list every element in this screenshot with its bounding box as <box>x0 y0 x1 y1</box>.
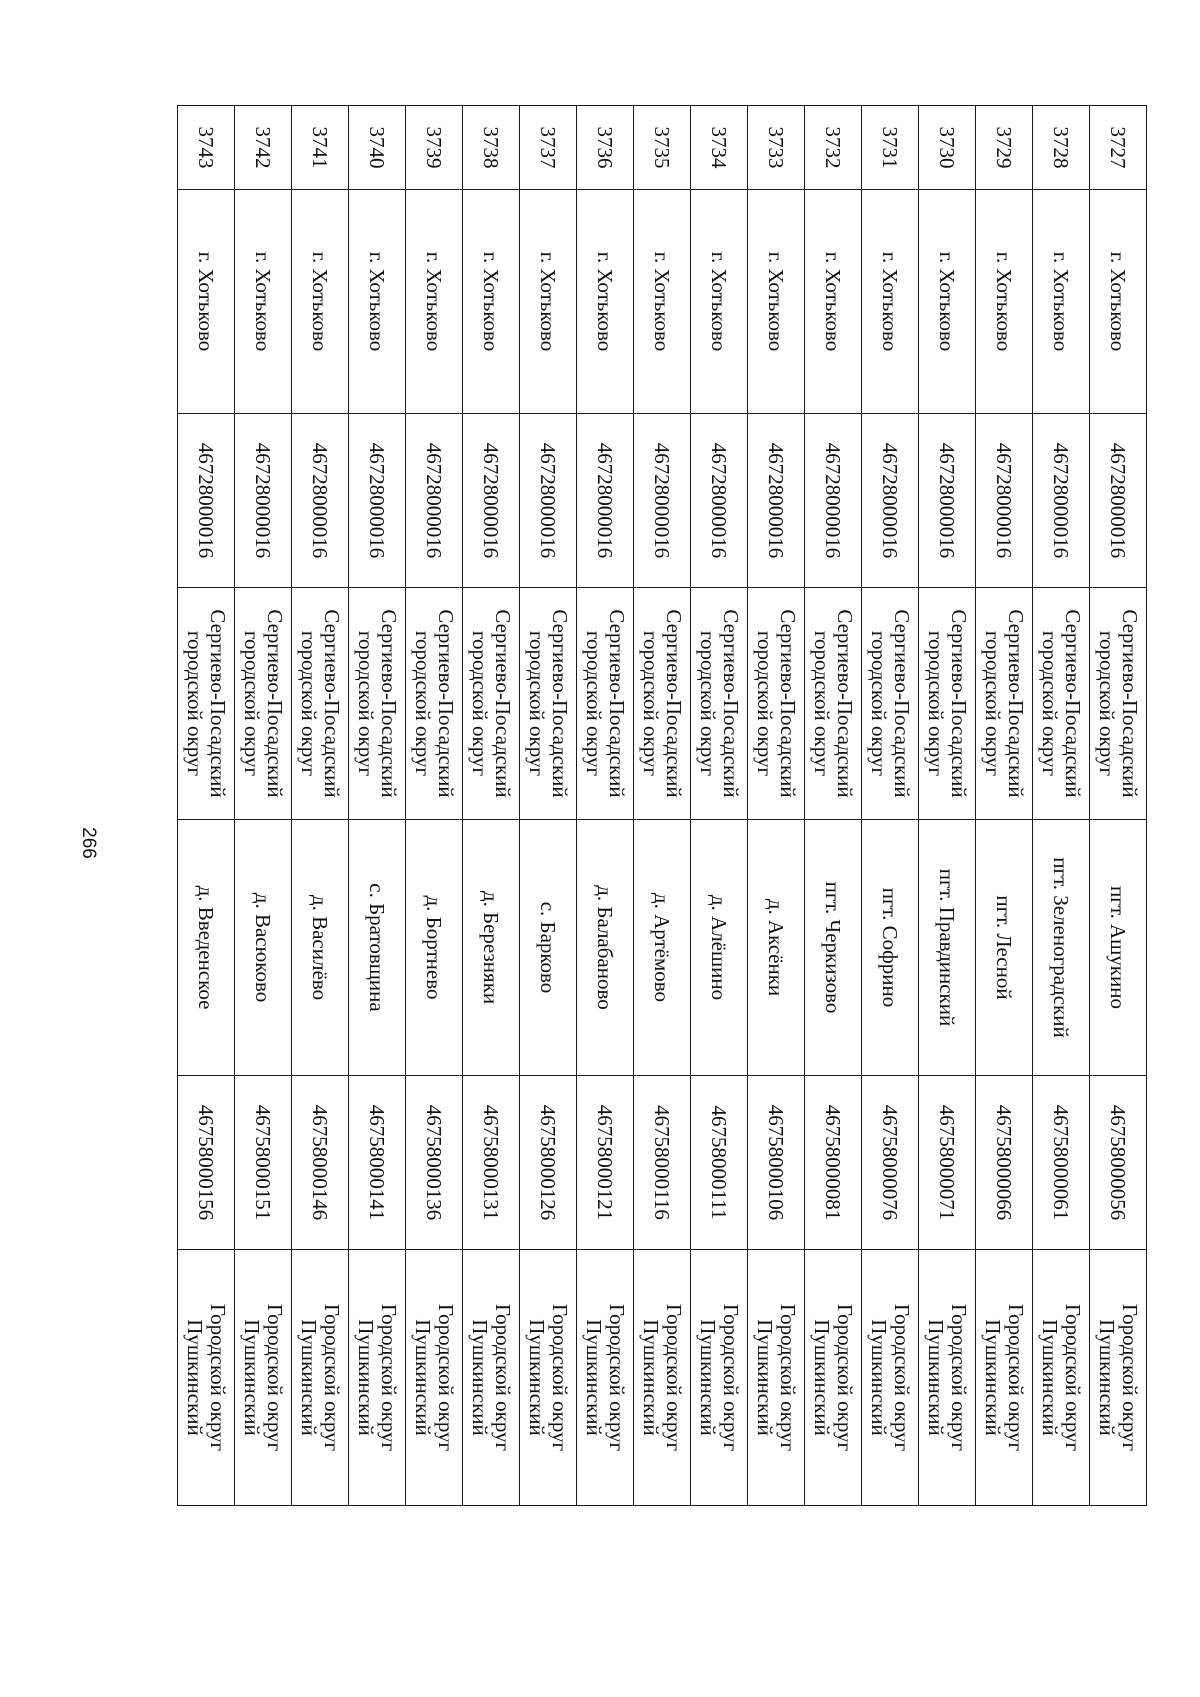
row-number-cell: 3728 <box>1033 106 1090 190</box>
origin-oktmo-cell: 46728000016 <box>406 414 463 588</box>
destination-locality-cell: д. Артёмово <box>634 820 691 1076</box>
origin-district-cell: Сергиево-Посадский городской округ <box>406 588 463 820</box>
origin-oktmo-cell: 46728000016 <box>577 414 634 588</box>
destination-locality-cell: д. Васюково <box>235 820 292 1076</box>
destination-locality-cell: с. Барково <box>520 820 577 1076</box>
destination-district-cell: Городской округ Пушкинский <box>406 1250 463 1506</box>
origin-locality-cell: г. Хотьково <box>919 190 976 414</box>
origin-district-cell: Сергиево-Посадский городской округ <box>1033 588 1090 820</box>
origin-locality-cell: г. Хотьково <box>1033 190 1090 414</box>
table-row <box>805 106 862 1506</box>
row-number-cell: 3730 <box>919 106 976 190</box>
destination-district-cell: Городской округ Пушкинский <box>1090 1250 1147 1506</box>
origin-oktmo-cell: 46728000016 <box>1090 414 1147 588</box>
origin-locality-cell: г. Хотьково <box>463 190 520 414</box>
origin-oktmo-cell: 46728000016 <box>463 414 520 588</box>
destination-locality-cell: д. Василёво <box>292 820 349 1076</box>
table-row <box>1033 106 1090 1506</box>
row-number-cell: 3733 <box>748 106 805 190</box>
row-number-cell: 3737 <box>520 106 577 190</box>
destination-oktmo-cell: 46758000061 <box>1033 1076 1090 1250</box>
destination-district-cell: Городской округ Пушкинский <box>178 1250 235 1506</box>
destination-district-cell: Городской округ Пушкинский <box>235 1250 292 1506</box>
origin-district-cell: Сергиево-Посадский городской округ <box>1090 588 1147 820</box>
origin-district-cell: Сергиево-Посадский городской округ <box>691 588 748 820</box>
table-row <box>862 106 919 1506</box>
destination-oktmo-cell: 46758000066 <box>976 1076 1033 1250</box>
row-number-cell: 3735 <box>634 106 691 190</box>
table-row <box>178 106 235 1506</box>
origin-district-cell: Сергиево-Посадский городской округ <box>805 588 862 820</box>
destination-district-cell: Городской округ Пушкинский <box>748 1250 805 1506</box>
origin-oktmo-cell: 46728000016 <box>520 414 577 588</box>
origin-locality-cell: г. Хотьково <box>691 190 748 414</box>
destination-oktmo-cell: 46758000071 <box>919 1076 976 1250</box>
table-body <box>178 106 1147 1506</box>
destination-oktmo-cell: 46758000111 <box>691 1076 748 1250</box>
destination-oktmo-cell: 46758000136 <box>406 1076 463 1250</box>
origin-locality-cell: г. Хотьково <box>1090 190 1147 414</box>
row-number-cell: 3736 <box>577 106 634 190</box>
table-row <box>577 106 634 1506</box>
destination-oktmo-cell: 46758000146 <box>292 1076 349 1250</box>
row-number-cell: 3743 <box>178 106 235 190</box>
destination-oktmo-cell: 46758000076 <box>862 1076 919 1250</box>
destination-oktmo-cell: 46758000151 <box>235 1076 292 1250</box>
origin-locality-cell: г. Хотьково <box>406 190 463 414</box>
table-row <box>748 106 805 1506</box>
origin-oktmo-cell: 46728000016 <box>919 414 976 588</box>
row-number-cell: 3742 <box>235 106 292 190</box>
destination-district-cell: Городской округ Пушкинский <box>520 1250 577 1506</box>
origin-locality-cell: г. Хотьково <box>862 190 919 414</box>
destination-oktmo-cell: 46758000141 <box>349 1076 406 1250</box>
destination-district-cell: Городской округ Пушкинский <box>976 1250 1033 1506</box>
destination-oktmo-cell: 46758000126 <box>520 1076 577 1250</box>
row-number-cell: 3734 <box>691 106 748 190</box>
destination-oktmo-cell: 46758000131 <box>463 1076 520 1250</box>
row-number-cell: 3727 <box>1090 106 1147 190</box>
table-row <box>634 106 691 1506</box>
origin-district-cell: Сергиево-Посадский городской округ <box>748 588 805 820</box>
destination-district-cell: Городской округ Пушкинский <box>862 1250 919 1506</box>
destination-locality-cell: д. Введенское <box>178 820 235 1076</box>
row-number-cell: 3731 <box>862 106 919 190</box>
origin-oktmo-cell: 46728000016 <box>976 414 1033 588</box>
destination-locality-cell: д. Бортнево <box>406 820 463 1076</box>
origin-oktmo-cell: 46728000016 <box>1033 414 1090 588</box>
origin-oktmo-cell: 46728000016 <box>862 414 919 588</box>
row-number-cell: 3729 <box>976 106 1033 190</box>
destination-locality-cell: д. Березняки <box>463 820 520 1076</box>
destination-district-cell: Городской округ Пушкинский <box>292 1250 349 1506</box>
destination-oktmo-cell: 46758000121 <box>577 1076 634 1250</box>
origin-district-cell: Сергиево-Посадский городской округ <box>349 588 406 820</box>
row-number-cell: 3741 <box>292 106 349 190</box>
origin-district-cell: Сергиево-Посадский городской округ <box>976 588 1033 820</box>
row-number-cell: 3740 <box>349 106 406 190</box>
locality-table <box>177 105 1147 1506</box>
origin-district-cell: Сергиево-Посадский городской округ <box>634 588 691 820</box>
table-row <box>349 106 406 1506</box>
destination-district-cell: Городской округ Пушкинский <box>634 1250 691 1506</box>
origin-oktmo-cell: 46728000016 <box>634 414 691 588</box>
origin-district-cell: Сергиево-Посадский городской округ <box>919 588 976 820</box>
table-row <box>463 106 520 1506</box>
origin-district-cell: Сергиево-Посадский городской округ <box>292 588 349 820</box>
origin-locality-cell: г. Хотьково <box>520 190 577 414</box>
row-number-cell: 3738 <box>463 106 520 190</box>
table-row <box>406 106 463 1506</box>
destination-oktmo-cell: 46758000156 <box>178 1076 235 1250</box>
origin-locality-cell: г. Хотьково <box>577 190 634 414</box>
destination-oktmo-cell: 46758000081 <box>805 1076 862 1250</box>
destination-district-cell: Городской округ Пушкинский <box>691 1250 748 1506</box>
destination-locality-cell: пгт. Ашукино <box>1090 820 1147 1076</box>
origin-locality-cell: г. Хотьково <box>292 190 349 414</box>
destination-district-cell: Городской округ Пушкинский <box>919 1250 976 1506</box>
origin-locality-cell: г. Хотьково <box>976 190 1033 414</box>
origin-locality-cell: г. Хотьково <box>178 190 235 414</box>
table-row <box>292 106 349 1506</box>
destination-locality-cell: с. Братовщина <box>349 820 406 1076</box>
table-row <box>919 106 976 1506</box>
destination-locality-cell: пгт. Зеленоградский <box>1033 820 1090 1076</box>
page-number: 266 <box>78 827 99 859</box>
origin-oktmo-cell: 46728000016 <box>748 414 805 588</box>
origin-district-cell: Сергиево-Посадский городской округ <box>862 588 919 820</box>
destination-locality-cell: д. Аксёнки <box>748 820 805 1076</box>
destination-district-cell: Городской округ Пушкинский <box>577 1250 634 1506</box>
origin-locality-cell: г. Хотьково <box>748 190 805 414</box>
origin-locality-cell: г. Хотьково <box>349 190 406 414</box>
destination-oktmo-cell: 46758000116 <box>634 1076 691 1250</box>
origin-oktmo-cell: 46728000016 <box>178 414 235 588</box>
origin-locality-cell: г. Хотьково <box>634 190 691 414</box>
row-number-cell: 3732 <box>805 106 862 190</box>
destination-locality-cell: пгт. Лесной <box>976 820 1033 1076</box>
rotated-table-container <box>177 105 1147 1505</box>
destination-district-cell: Городской округ Пушкинский <box>805 1250 862 1506</box>
destination-district-cell: Городской округ Пушкинский <box>463 1250 520 1506</box>
destination-locality-cell: пгт. Софрино <box>862 820 919 1076</box>
origin-district-cell: Сергиево-Посадский городской округ <box>577 588 634 820</box>
origin-oktmo-cell: 46728000016 <box>805 414 862 588</box>
destination-locality-cell: пгт. Правдинский <box>919 820 976 1076</box>
origin-district-cell: Сергиево-Посадский городской округ <box>178 588 235 820</box>
origin-oktmo-cell: 46728000016 <box>691 414 748 588</box>
table-row <box>1090 106 1147 1506</box>
table-row <box>976 106 1033 1506</box>
origin-district-cell: Сергиево-Посадский городской округ <box>463 588 520 820</box>
destination-oktmo-cell: 46758000056 <box>1090 1076 1147 1250</box>
origin-district-cell: Сергиево-Посадский городской округ <box>235 588 292 820</box>
row-number-cell: 3739 <box>406 106 463 190</box>
destination-locality-cell: д. Алёшино <box>691 820 748 1076</box>
origin-oktmo-cell: 46728000016 <box>235 414 292 588</box>
origin-district-cell: Сергиево-Посадский городской округ <box>520 588 577 820</box>
destination-district-cell: Городской округ Пушкинский <box>1033 1250 1090 1506</box>
table-row <box>520 106 577 1506</box>
table-row <box>691 106 748 1506</box>
origin-locality-cell: г. Хотьково <box>235 190 292 414</box>
table-row <box>235 106 292 1506</box>
origin-oktmo-cell: 46728000016 <box>349 414 406 588</box>
origin-oktmo-cell: 46728000016 <box>292 414 349 588</box>
destination-oktmo-cell: 46758000106 <box>748 1076 805 1250</box>
destination-locality-cell: д. Балабаново <box>577 820 634 1076</box>
destination-locality-cell: пгт. Черкизово <box>805 820 862 1076</box>
origin-locality-cell: г. Хотьково <box>805 190 862 414</box>
destination-district-cell: Городской округ Пушкинский <box>349 1250 406 1506</box>
